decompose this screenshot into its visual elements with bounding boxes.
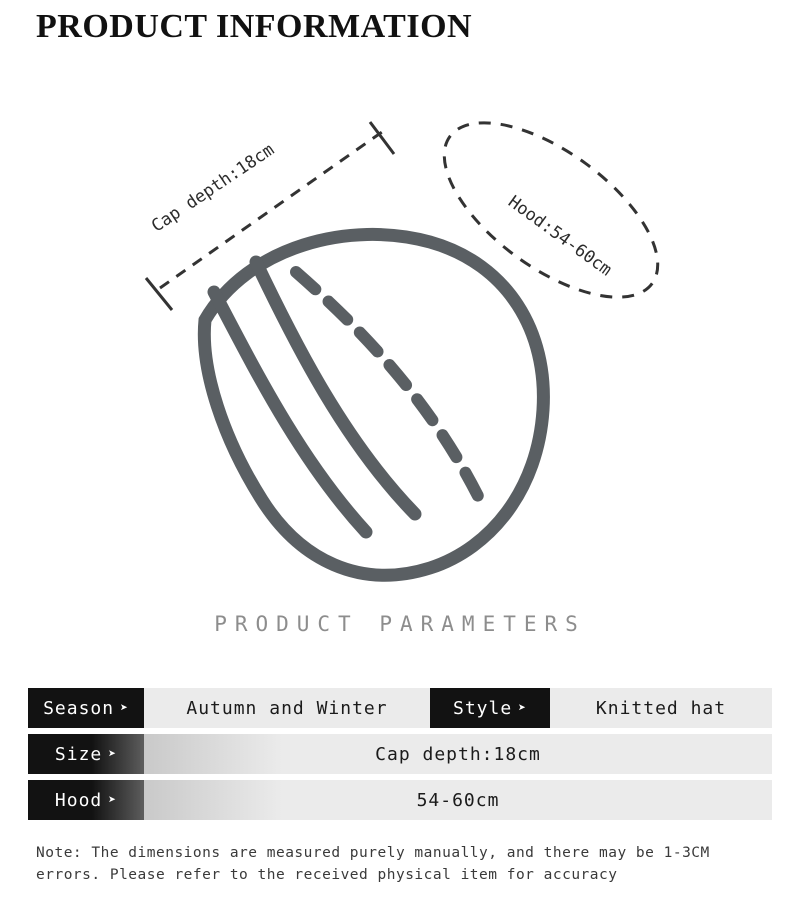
chevron-right-icon: ➤ (518, 700, 527, 716)
spec-key-hood (28, 780, 144, 820)
spec-value-style: Knitted hat (550, 688, 772, 728)
spec-table (28, 688, 772, 826)
spec-key-season (28, 688, 144, 728)
table-row (28, 688, 772, 728)
hood-label: Hood:54-60cm (504, 192, 616, 281)
hat-diagram-svg (0, 70, 800, 590)
spec-key-size (28, 734, 144, 774)
product-parameters-heading: PRODUCT PARAMETERS (214, 612, 586, 636)
page-title: PRODUCT INFORMATION (36, 8, 473, 45)
spec-key-size-label: Size (54, 743, 103, 765)
chevron-right-icon: ➤ (120, 700, 129, 716)
spec-value-season: Autumn and Winter (144, 688, 430, 728)
spec-value-hood: 54-60cm (144, 780, 772, 820)
chevron-right-icon: ➤ (108, 792, 118, 808)
hat-shape (204, 234, 543, 575)
table-row (28, 780, 772, 820)
product-illustration (0, 70, 800, 590)
cap-depth-label: Cap depth:18cm (148, 139, 278, 237)
chevron-right-icon: ➤ (108, 746, 118, 762)
spec-key-season-label: Season (43, 697, 115, 719)
table-row (28, 734, 772, 774)
spec-value-size: Cap depth:18cm (144, 734, 772, 774)
measurement-note: Note: The dimensions are measured purely manually, and there may be 1-3CM errors. Please refer to the received physical item for accuracy (36, 845, 710, 883)
spec-key-style (430, 688, 550, 728)
spec-key-hood-label: Hood (54, 789, 103, 811)
spec-key-style-label: Style (452, 697, 513, 719)
hood-dimension-ellipse (416, 90, 686, 331)
